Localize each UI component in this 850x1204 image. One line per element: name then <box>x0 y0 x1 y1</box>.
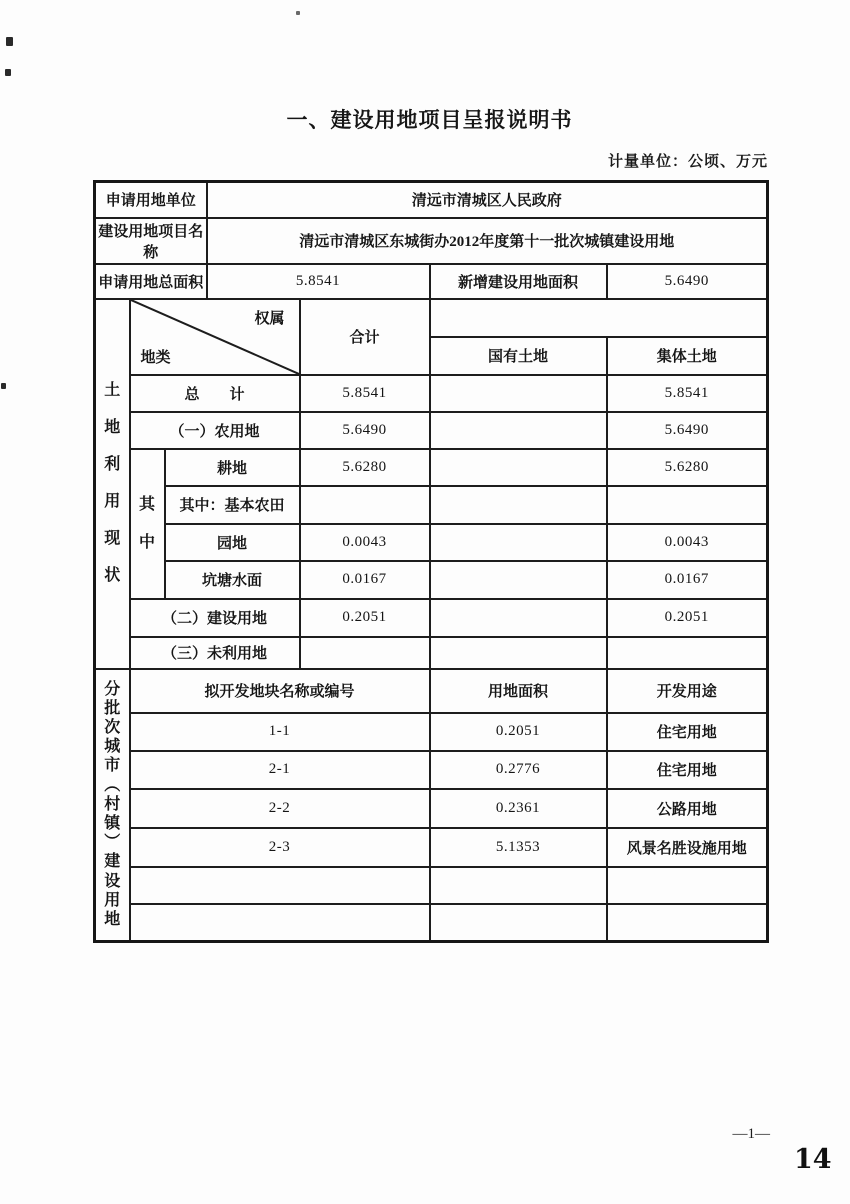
grand-total-total: 5.8541 <box>300 375 430 412</box>
project-name-label: 建设用地项目名称 <box>95 218 207 264</box>
construction-label: （二）建设用地 <box>130 599 300 637</box>
grand-total-state <box>430 375 607 412</box>
garden-collective: 0.0043 <box>607 524 768 561</box>
plot-area <box>430 904 607 942</box>
row-basic-farmland <box>95 486 768 524</box>
agricultural-state <box>430 412 607 449</box>
row-matrix-header-top <box>95 299 768 337</box>
plot-purpose: 住宅用地 <box>607 713 768 751</box>
plot-area: 0.2051 <box>430 713 607 751</box>
land-use-vertical-label: 土 地 利 用 现 状 <box>104 382 121 584</box>
among-which-vertical-label: 其 中 <box>138 495 155 551</box>
construction-state <box>430 599 607 637</box>
plot-purpose: 住宅用地 <box>607 751 768 789</box>
garden-label: 园地 <box>165 524 300 561</box>
col-header-plot-area: 用地面积 <box>430 669 607 713</box>
basic-farmland-state <box>430 486 607 524</box>
plot-area: 5.1353 <box>430 828 607 867</box>
batch-vertical-label: 分 批 次 城 市 ︵ 村 镇 ︶ 建 设 用 地 <box>104 680 121 928</box>
row-applicant <box>95 182 768 218</box>
section-label-batch <box>95 669 130 942</box>
measurement-unit-note: 计量单位：公顷、万元 <box>607 154 768 170</box>
construction-total: 0.2051 <box>300 599 430 637</box>
row-plot-3 <box>95 789 768 828</box>
grand-total-label: 总 计 <box>130 375 300 412</box>
new-area-value: 5.6490 <box>607 264 768 299</box>
row-project-name <box>95 218 768 264</box>
plot-purpose: 公路用地 <box>607 789 768 828</box>
plot-name: 2-1 <box>130 751 430 789</box>
pond-collective: 0.0167 <box>607 561 768 599</box>
row-grand-total <box>95 375 768 412</box>
plot-purpose <box>607 904 768 942</box>
applicant-value: 清远市清城区人民政府 <box>207 182 768 218</box>
construction-collective: 0.2051 <box>607 599 768 637</box>
agricultural-label: （一）农用地 <box>130 412 300 449</box>
unused-collective <box>607 637 768 669</box>
plot-name: 2-3 <box>130 828 430 867</box>
row-garden <box>95 524 768 561</box>
garden-total: 0.0043 <box>300 524 430 561</box>
page-title: 一、建设用地项目呈报说明书 <box>286 108 573 132</box>
plot-name: 1-1 <box>130 713 430 751</box>
scan-artifact <box>6 37 13 46</box>
cultivated-collective: 5.6280 <box>607 449 768 486</box>
sheet-number-stamp: 14 <box>794 1144 832 1175</box>
land-report-table <box>93 180 769 943</box>
plot-name <box>130 904 430 942</box>
grand-total-collective: 5.8541 <box>607 375 768 412</box>
col-header-state-owned: 国有土地 <box>430 337 607 375</box>
agricultural-collective: 5.6490 <box>607 412 768 449</box>
basic-farmland-label: 其中：基本农田 <box>165 486 300 524</box>
agricultural-total: 5.6490 <box>300 412 430 449</box>
empty-header-strip <box>430 299 768 337</box>
row-plot-empty-2 <box>95 904 768 942</box>
among-which-cell <box>130 449 165 599</box>
plot-purpose <box>607 867 768 904</box>
plot-name <box>130 867 430 904</box>
garden-state <box>430 524 607 561</box>
col-header-total: 合计 <box>300 299 430 375</box>
row-batch-header <box>95 669 768 713</box>
pond-state <box>430 561 607 599</box>
total-area-label: 申请用地总面积 <box>95 264 207 299</box>
page-number: —1— <box>732 1126 770 1142</box>
plot-name: 2-2 <box>130 789 430 828</box>
plot-purpose: 风景名胜设施用地 <box>607 828 768 867</box>
section-label-land-use <box>95 299 130 669</box>
applicant-label: 申请用地单位 <box>95 182 207 218</box>
diagonal-landtype-label: 地类 <box>140 349 171 366</box>
row-agricultural <box>95 412 768 449</box>
unused-state <box>430 637 607 669</box>
pond-total: 0.0167 <box>300 561 430 599</box>
scan-artifact <box>5 69 11 76</box>
cultivated-state <box>430 449 607 486</box>
plot-area <box>430 867 607 904</box>
col-header-collective: 集体土地 <box>607 337 768 375</box>
pond-label: 坑塘水面 <box>165 561 300 599</box>
scan-artifact <box>296 11 300 15</box>
project-name-value: 清远市清城区东城街办2012年度第十一批次城镇建设用地 <box>207 218 768 264</box>
total-area-value: 5.8541 <box>207 264 430 299</box>
diagonal-ownership-label: 权属 <box>254 310 285 327</box>
basic-farmland-collective <box>607 486 768 524</box>
unused-label: （三）未利用地 <box>130 637 300 669</box>
cultivated-label: 耕地 <box>165 449 300 486</box>
row-plot-empty-1 <box>95 867 768 904</box>
row-unused <box>95 637 768 669</box>
row-plot-4 <box>95 828 768 867</box>
row-areas <box>95 264 768 299</box>
row-cultivated <box>95 449 768 486</box>
diagonal-header-cell <box>130 299 300 375</box>
scan-artifact <box>1 383 6 389</box>
plot-area: 0.2776 <box>430 751 607 789</box>
row-pond <box>95 561 768 599</box>
row-plot-1 <box>95 713 768 751</box>
plot-area: 0.2361 <box>430 789 607 828</box>
row-construction <box>95 599 768 637</box>
new-area-label: 新增建设用地面积 <box>430 264 607 299</box>
basic-farmland-total <box>300 486 430 524</box>
cultivated-total: 5.6280 <box>300 449 430 486</box>
row-plot-2 <box>95 751 768 789</box>
col-header-plot-purpose: 开发用途 <box>607 669 768 713</box>
col-header-plot-name: 拟开发地块名称或编号 <box>130 669 430 713</box>
unused-total <box>300 637 430 669</box>
